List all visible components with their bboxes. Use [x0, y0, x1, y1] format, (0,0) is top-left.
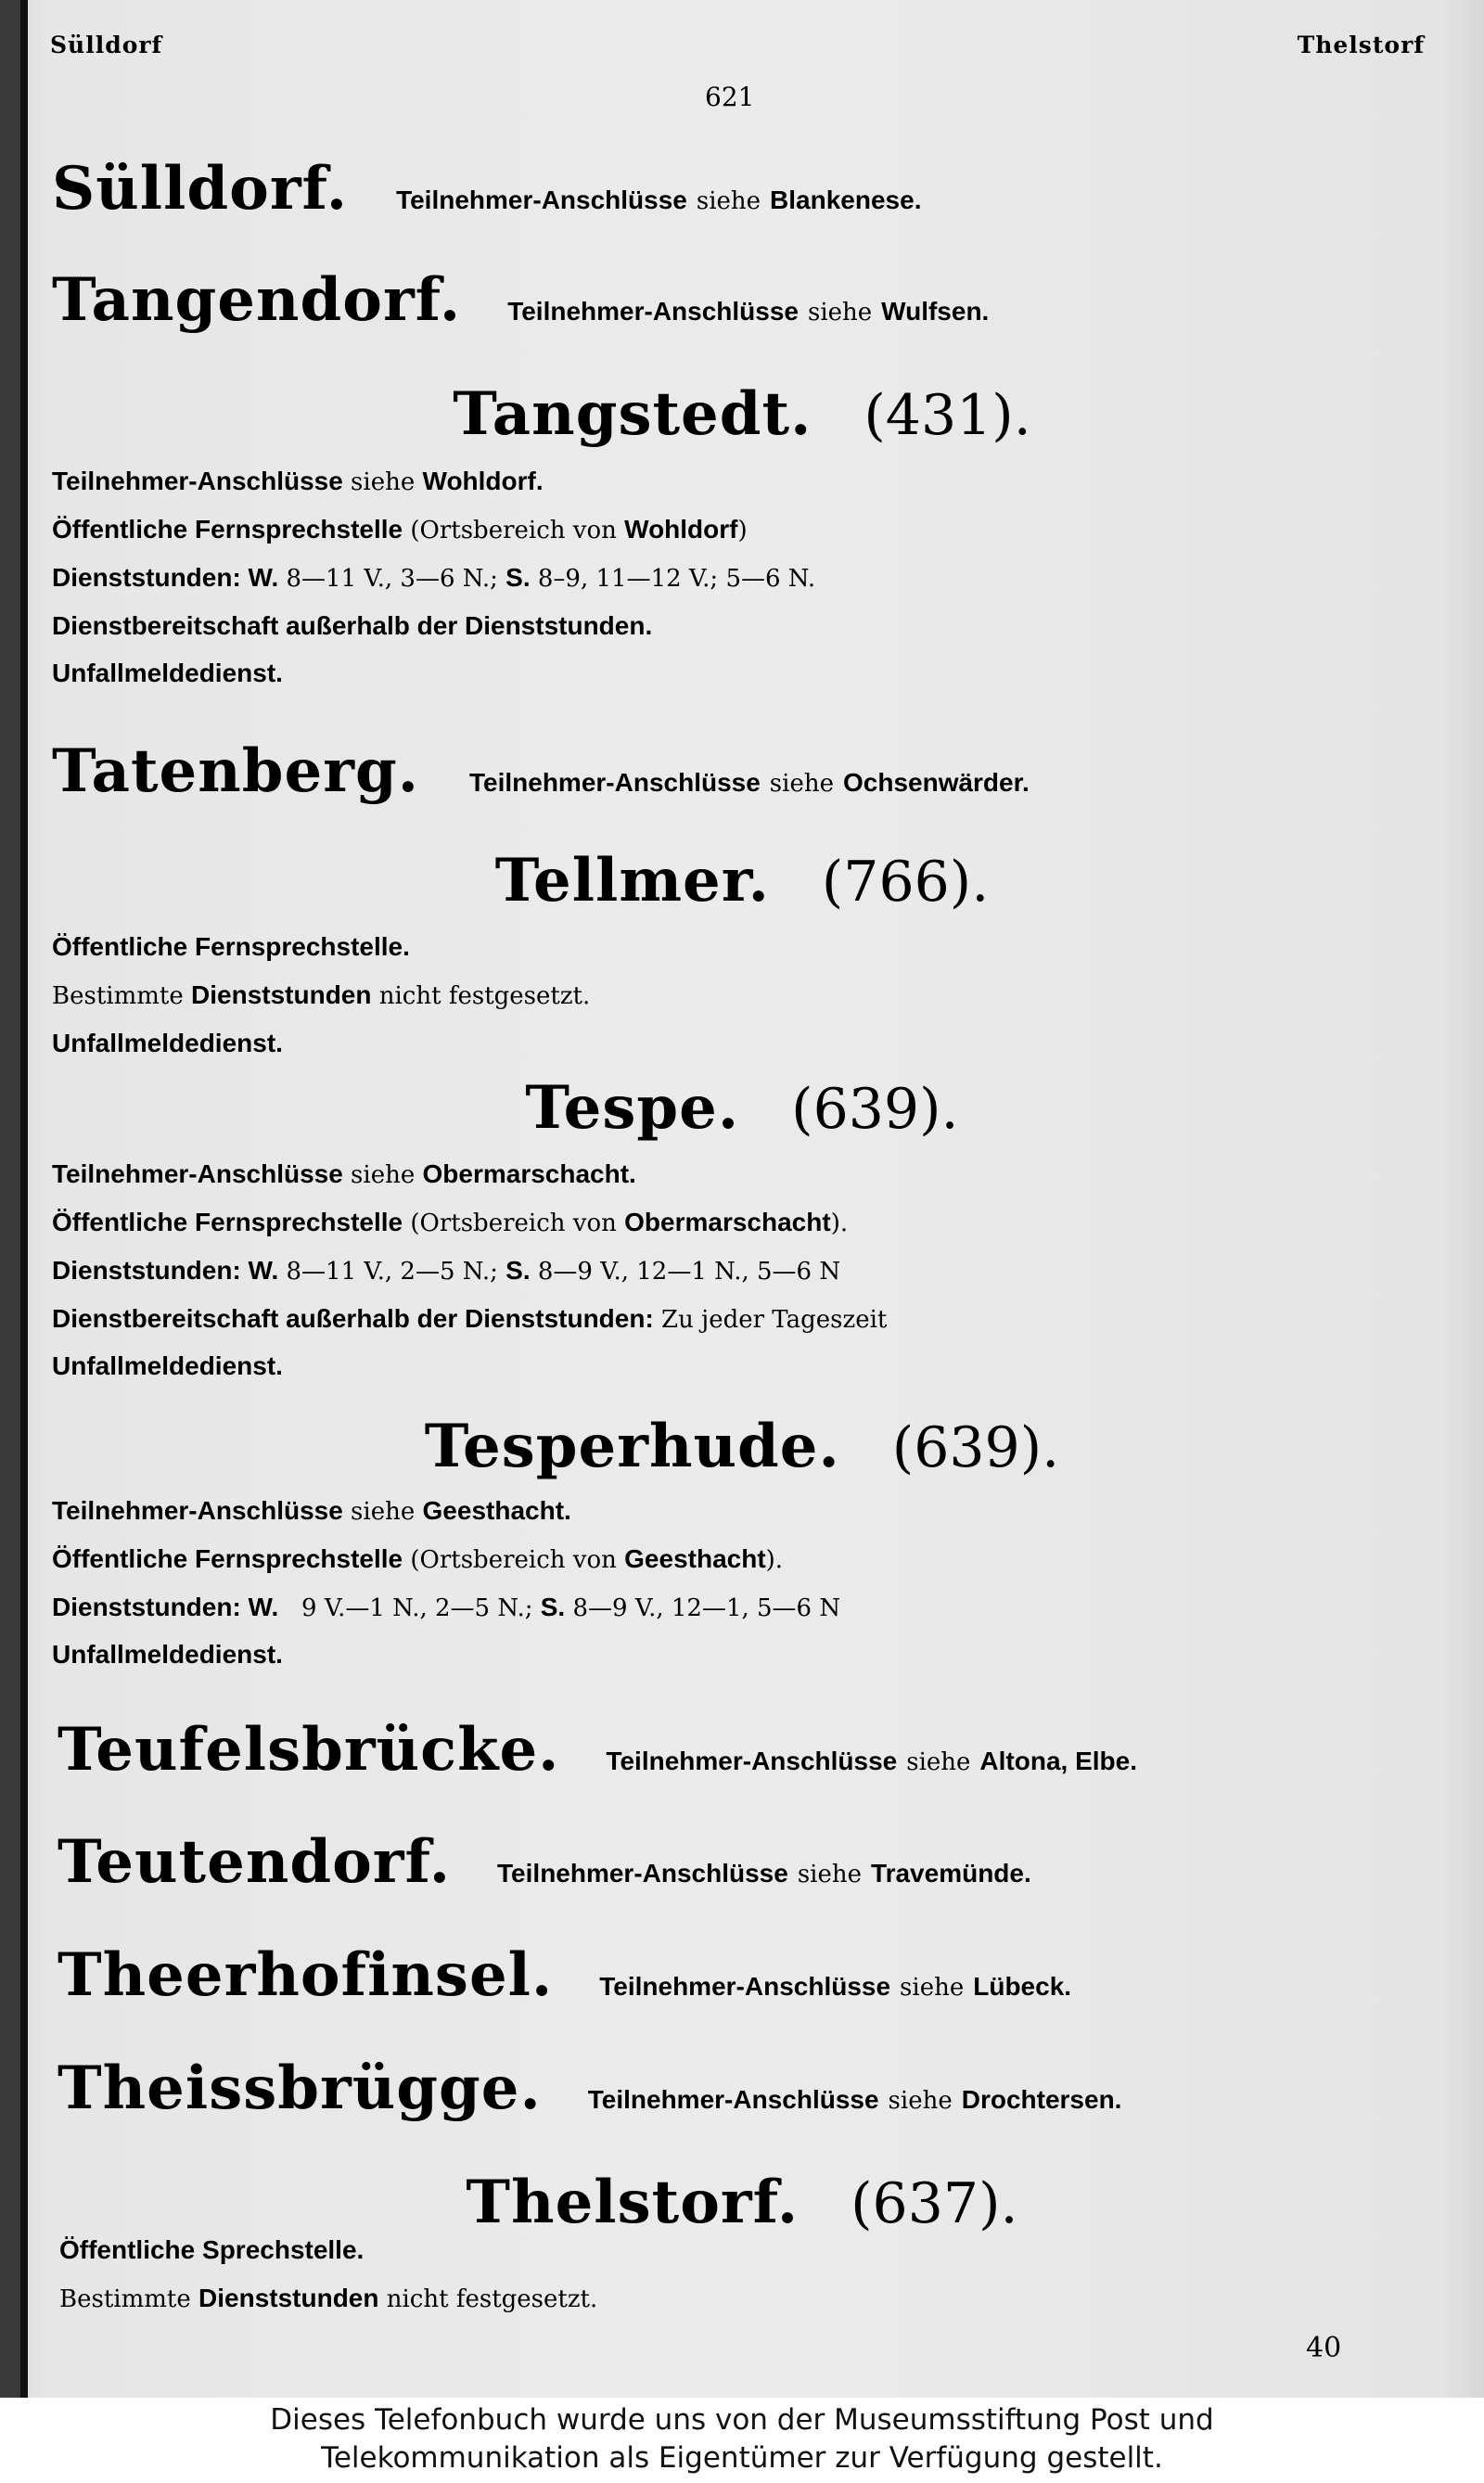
running-header-left: Sülldorf [50, 32, 163, 58]
ref-target: Lübeck. [973, 1972, 1072, 2001]
signature-number: 40 [1306, 2332, 1342, 2364]
tangstedt-line-1: Teilnehmer-Anschlüsse siehe Wohldorf. [52, 467, 544, 496]
tangstedt-line-2: Öffentliche Fernsprechstelle (Ortsbereich von Wohldorf) [52, 515, 748, 544]
entry-reference [588, 2085, 1122, 2115]
tangstedt-line-3: Dienststunden: W. 8—11 V., 3—6 N.; S. 8–9, 11—12 V.; 5—6 N. [52, 563, 816, 593]
tellmer-line-3: Unfallmeldedienst. [52, 1029, 283, 1057]
ref-siehe: siehe [769, 770, 834, 798]
ref-target: Travemünde. [871, 1859, 1031, 1888]
ref-target: Blankenese. [770, 186, 922, 214]
entry-title: Tellmer. [494, 846, 770, 915]
entry-theerhofinsel [58, 1940, 1449, 2010]
entry-code: (639). [791, 1077, 959, 1142]
entry-title: Tangstedt. [453, 379, 812, 449]
ref-siehe: siehe [696, 187, 761, 215]
tespe-line-1: Teilnehmer-Anschlüsse siehe Obermarschacht. [52, 1159, 636, 1189]
entry-tangendorf [52, 265, 1443, 335]
book-spine [20, 0, 28, 2398]
ref-target: Wulfsen. [881, 297, 990, 326]
entry-code: (766). [821, 850, 990, 915]
ref-target: Ochsenwärder. [842, 768, 1030, 797]
ref-siehe: siehe [900, 1974, 965, 2002]
entry-title: Tespe. [525, 1073, 740, 1143]
entry-reference [507, 297, 989, 326]
ref-label: Teilnehmer-Anschlüsse [469, 768, 761, 797]
entry-title: Teutendorf. [58, 1827, 452, 1897]
entry-code: (637). [851, 2171, 1018, 2236]
tespe-line-3: Dienststunden: W. 8—11 V., 2—5 N.; S. 8—9 V., 12—1 N., 5—6 N [52, 1256, 841, 1286]
entry-tellmer [0, 846, 1484, 915]
entry-title: Tatenberg. [52, 736, 419, 806]
tesperhude-line-4: Unfallmeldedienst. [52, 1640, 283, 1669]
ref-label: Teilnehmer-Anschlüsse [497, 1859, 788, 1888]
entry-title: Sülldorf. [52, 154, 349, 224]
entry-reference [599, 1972, 1071, 2002]
entry-title: Tesperhude. [424, 1412, 840, 1481]
entry-reference [606, 1747, 1137, 1776]
entry-tangstedt [0, 379, 1484, 449]
ref-target: Altona, Elbe. [979, 1747, 1137, 1775]
running-header-right: Thelstorf [1297, 32, 1425, 58]
entry-tesperhude [0, 1412, 1484, 1481]
entry-theissbruegge [58, 2054, 1449, 2123]
ownership-notice [0, 2398, 1484, 2483]
ref-label: Teilnehmer-Anschlüsse [396, 186, 687, 214]
entry-teutendorf [58, 1827, 1449, 1897]
entry-sulldorf [52, 154, 1443, 224]
book-spine-shadow [0, 0, 20, 2398]
entry-teufelsbruecke [58, 1715, 1449, 1785]
entry-title: Theissbrügge. [58, 2054, 542, 2123]
entry-title: Teufelsbrücke. [58, 1715, 560, 1785]
thelstorf-line-2: Bestimmte Dienststunden nicht festgesetzt. [59, 2284, 598, 2313]
entry-code: (639). [891, 1415, 1060, 1480]
tespe-line-4: Dienstbereitschaft außerhalb der Dienststunden: Zu jeder Tageszeit [52, 1304, 888, 1334]
ref-siehe: siehe [906, 1748, 971, 1776]
ref-label: Teilnehmer-Anschlüsse [599, 1972, 891, 2001]
tespe-line-5: Unfallmeldedienst. [52, 1351, 283, 1380]
tespe-line-2: Öffentliche Fernsprechstelle (Ortsbereich von Obermarschacht). [52, 1208, 849, 1237]
entry-tatenberg [52, 736, 1443, 806]
entry-reference [497, 1859, 1031, 1888]
entry-reference [469, 768, 1030, 798]
tellmer-line-1: Öffentliche Fernsprechstelle. [52, 932, 410, 961]
entry-tespe [0, 1073, 1484, 1143]
entry-title: Tangendorf. [52, 265, 462, 335]
page-number: 621 [705, 82, 755, 112]
notice-line-1: Dieses Telefonbuch wurde uns von der Museumsstiftung Post und [270, 2403, 1214, 2437]
entry-title: Thelstorf. [466, 2168, 800, 2237]
thelstorf-line-1: Öffentliche Sprechstelle. [59, 2235, 365, 2264]
tesperhude-line-2: Öffentliche Fernsprechstelle (Ortsbereich von Geesthacht). [52, 1544, 784, 1574]
ref-label: Teilnehmer-Anschlüsse [606, 1747, 898, 1775]
tangstedt-line-5: Unfallmeldedienst. [52, 659, 283, 687]
ref-label: Teilnehmer-Anschlüsse [587, 2085, 879, 2114]
tangstedt-line-4: Dienstbereitschaft außerhalb der Dienststunden. [52, 611, 653, 640]
entry-reference [396, 186, 921, 215]
ref-siehe: siehe [797, 1861, 863, 1888]
entry-thelstorf [0, 2168, 1484, 2237]
ref-target: Drochtersen. [961, 2085, 1122, 2114]
entry-code: (431). [864, 383, 1031, 448]
entry-title: Theerhofinsel. [58, 1940, 554, 2010]
tesperhude-line-1: Teilnehmer-Anschlüsse siehe Geesthacht. [52, 1496, 571, 1526]
tellmer-line-2: Bestimmte Dienststunden nicht festgesetzt. [52, 980, 591, 1010]
notice-line-2: Telekommunikation als Eigentümer zur Verfügung gestellt. [321, 2441, 1163, 2475]
ref-label: Teilnehmer-Anschlüsse [507, 297, 799, 326]
ref-siehe: siehe [888, 2087, 953, 2115]
tesperhude-line-3: Dienststunden: W. 9 V.—1 N., 2—5 N.; S. 8—9 V., 12—1, 5—6 N [52, 1593, 841, 1622]
ref-siehe: siehe [807, 299, 873, 326]
